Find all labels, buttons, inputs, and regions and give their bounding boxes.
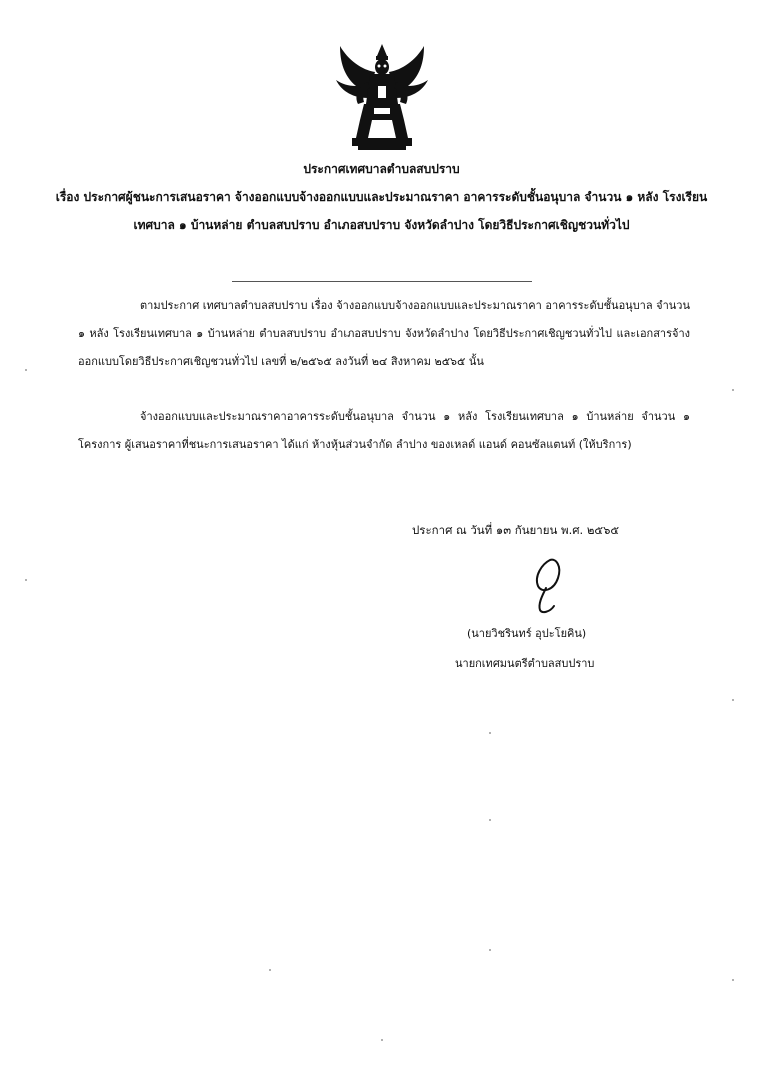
signer-name: (นายวิชรินทร์ อุปะโยคิน) xyxy=(467,627,587,640)
document-subject: เรื่อง ประกาศผู้ชนะการเสนอราคา จ้างออกแบบจ้างออกแบบและประมาณราคา อาคารระดับชั้นอนุบาล จำนวน ๑ หลัง โรงเรียนเทศบาล ๑ บ้านหล่าย ตำบลสบปราบ อำเภอสบปราบ จังหวัดลำปาง โดยวิธีประกาศเชิญชวนทั่วไป xyxy=(55,190,708,232)
announcement-date: ประกาศ ณ วันที่ ๑๓ กันยายน พ.ศ. ๒๕๖๕ xyxy=(412,523,620,537)
body-paragraph-winner: จ้างออกแบบและประมาณราคาอาคารระดับชั้นอนุบาล จำนวน ๑ หลัง โรงเรียนเทศบาล ๑ บ้านหล่าย จำนวน ๑ โครงการ ผู้เสนอราคาที่ชนะการเสนอราคา ได้แก่ ห้างหุ้นส่วนจำกัด ลำปาง ของเหลด์ แอนด์ คอนซัลแตนท์ (ให้บริการ) xyxy=(78,410,690,451)
document-title: ประกาศเทศบาลตำบลสบปราบ xyxy=(303,162,460,176)
body-paragraph-reference: ตามประกาศ เทศบาลตำบลสบปราบ เรื่อง จ้างออกแบบจ้างออกแบบและประมาณราคา อาคารระดับชั้นอนุบาล จำนวน ๑ หลัง โรงเรียนเทศบาล ๑ บ้านหล่าย ตำบลสบปราบ อำเภอสบปราบ จังหวัดลำปาง โดยวิธีประกาศเชิญชวนทั่วไป และเอกสารจ้างออกแบบโดยวิธีประกาศเชิญชวนทั่วไป เลขที่ ๒/๒๕๖๕ ลงวันที่ ๒๔ สิงหาคม ๒๕๖๕ นั้น xyxy=(78,299,690,368)
signer-title: นายกเทศมนตรีตำบลสบปราบ xyxy=(455,657,595,670)
